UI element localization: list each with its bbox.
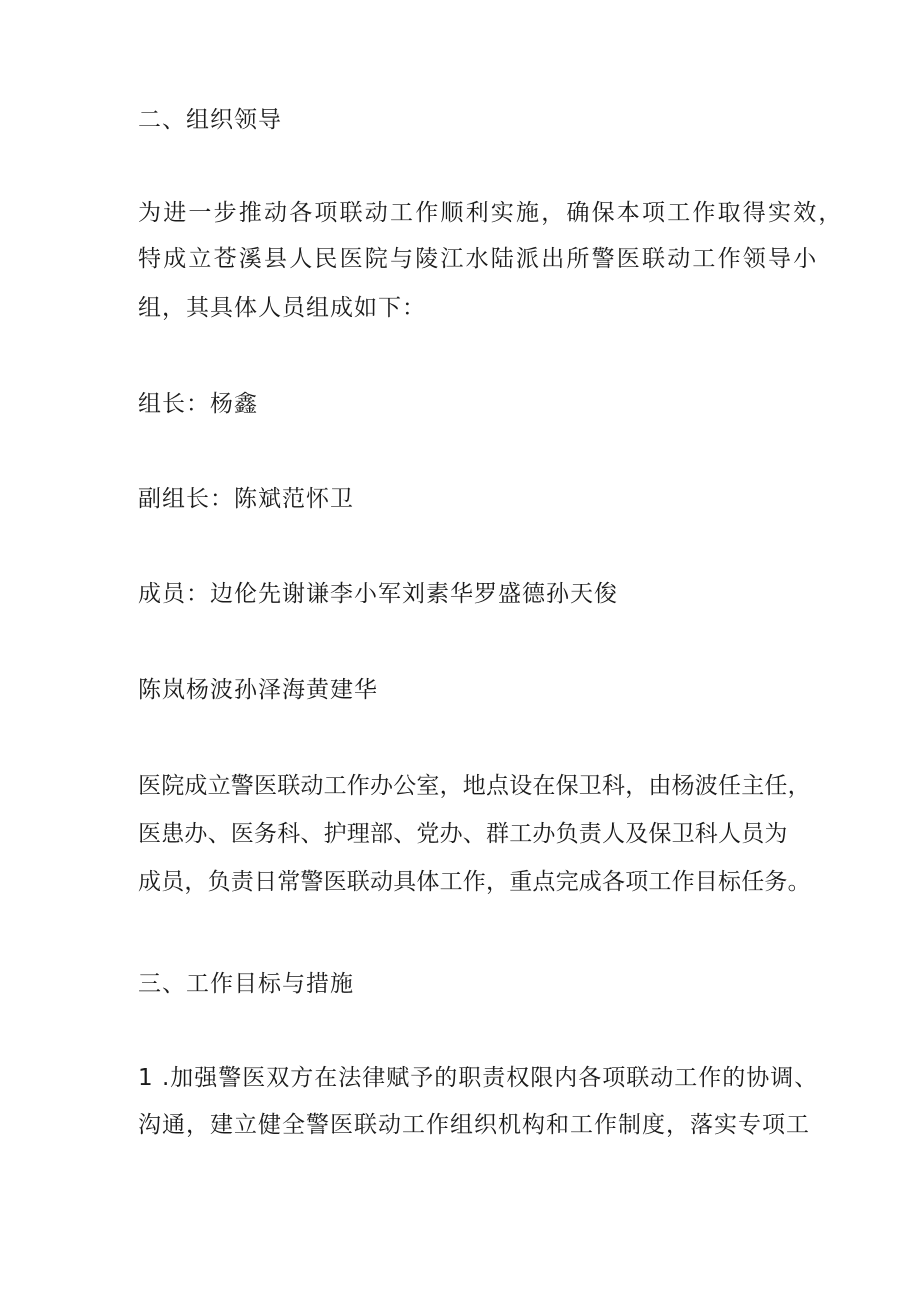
intro-paragraph-line-1: 为进一步推动各项联动工作顺利实施，确保本项工作取得实效， [138, 200, 844, 226]
item-1-line-1: 1 .加强警医双方在法律赋予的职责权限内各项联动工作的协调、 [138, 1065, 819, 1091]
office-paragraph-line-3: 成员，负责日常警医联动具体工作，重点完成各项工作目标任务。 [138, 869, 811, 895]
intro-paragraph-line-3: 组，其具体人员组成如下： [138, 295, 426, 321]
item-1-line-2: 沟通，建立健全警医联动工作组织机构和工作制度，落实专项工 [138, 1112, 810, 1138]
section-heading-organization: 二、组织领导 [138, 107, 282, 133]
section-heading-goals: 三、工作目标与措施 [138, 971, 354, 997]
deputy-leader-line: 副组长：陈斌范怀卫 [138, 486, 354, 512]
office-paragraph-line-1: 医院成立警医联动工作办公室，地点设在保卫科，由杨波任主任， [138, 773, 811, 799]
team-leader-line: 组长：杨鑫 [138, 391, 258, 417]
intro-paragraph-line-2: 特成立苍溪县人民医院与陵江水陆派出所警医联动工作领导小 [138, 246, 819, 272]
members-line-1: 成员：边伦先谢谦李小军刘素华罗盛德孙天俊 [138, 581, 618, 607]
members-line-2: 陈岚杨波孙泽海黄建华 [138, 677, 378, 703]
office-paragraph-line-2: 医患办、医务科、护理部、党办、群工办负责人及保卫科人员为 [138, 821, 788, 847]
